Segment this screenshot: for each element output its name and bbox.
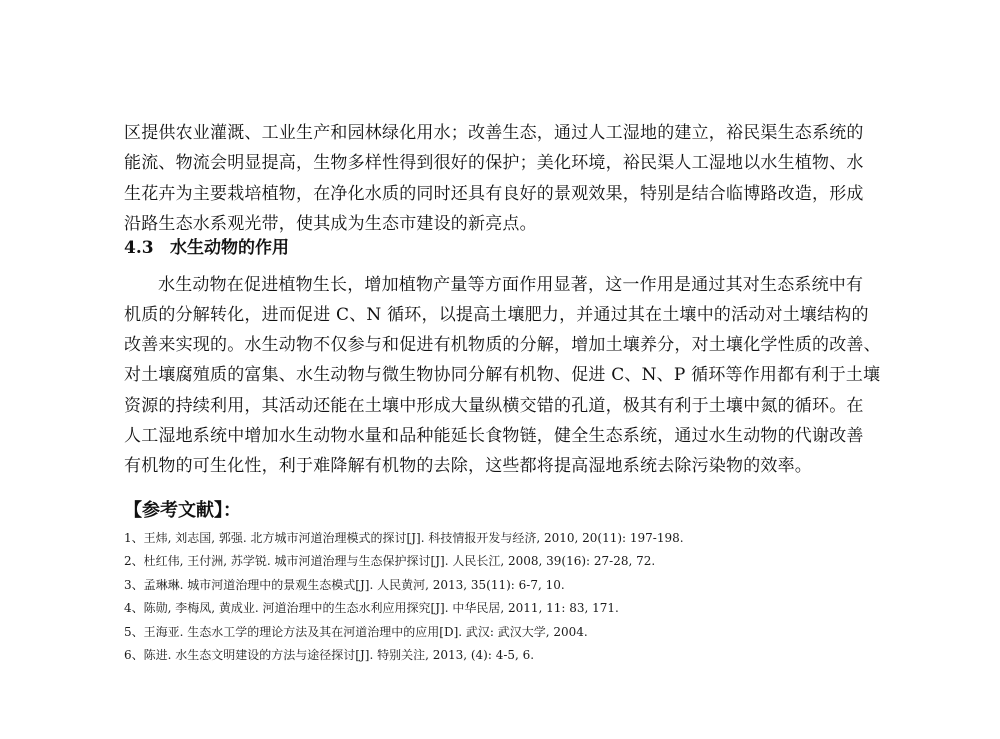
paragraph-line: 沿路生态水系观光带，使其成为生态市建设的新亮点。 [124,214,537,234]
paragraph-line: 人工湿地系统中增加水生动物水量和品种能延长食物链，健全生态系统，通过水生动物的代谢改善 [124,426,864,446]
reference-item: 4、陈勋, 李梅凤, 黄成业. 河道治理中的生态水利应用探究[J]. 中华民居, 2011, 11: 83, 171. [124,601,619,615]
references-title: 【参考文献】： [124,500,241,521]
paragraph-line: 水生动物在促进植物生长，增加植物产量等方面作用显著，这一作用是通过其对生态系统中有 [158,275,864,295]
paragraph-line: 机质的分解转化，进而促进 C、N 循环，以提高土壤肥力，并通过其在土壤中的活动对土壤结构的 [124,305,869,325]
section-title: 水生动物的作用 [170,238,289,258]
reference-item: 5、王海亚. 生态水工学的理论方法及其在河道治理中的应用[D]. 武汉: 武汉大学, 2004. [124,625,588,639]
reference-item: 1、王炜, 刘志国, 郭强. 北方城市河道治理模式的探讨[J]. 科技情报开发与经济, 2010, 20(11): 197-198. [124,531,684,545]
paragraph-line: 区提供农业灌溉、工业生产和园林绿化用水；改善生态，通过人工湿地的建立，裕民渠生态系统的 [124,123,864,143]
reference-item: 2、杜红伟, 王付洲, 苏学锐. 城市河道治理与生态保护探讨[J]. 人民长江, 2008, 39(16): 27-28, 72. [124,554,656,568]
section-heading [124,233,289,258]
paragraph-line: 资源的持续利用，其活动还能在土壤中形成大量纵横交错的孔道，极其有利于土壤中氮的循环。在 [124,396,864,416]
paragraph-line: 改善来实现的。水生动物不仅参与和促进有机物质的分解，增加土壤养分，对土壤化学性质的改善、 [124,335,881,355]
paragraph-line: 有机物的可生化性，利于难降解有机物的去除，这些都将提高湿地系统去除污染物的效率。 [124,456,812,476]
paragraph-line: 对土壤腐殖质的富集、水生动物与微生物协同分解有机物、促进 C、N、P 循环等作用都有利于土壤 [124,365,881,385]
reference-item: 3、孟琳琳. 城市河道治理中的景观生态模式[J]. 人民黄河, 2013, 35(11): 6-7, 10. [124,578,565,592]
paragraph-line: 生花卉为主要栽培植物，在净化水质的同时还具有良好的景观效果，特别是结合临博路改造，形成 [124,184,864,204]
paragraph-line: 能流、物流会明显提高，生物多样性得到很好的保护；美化环境，裕民渠人工湿地以水生植物、水 [124,153,864,173]
reference-item: 6、陈进. 水生态文明建设的方法与途径探讨[J]. 特别关注, 2013, (4): 4-5, 6. [124,648,535,662]
section-number: 4.3 [124,238,154,258]
